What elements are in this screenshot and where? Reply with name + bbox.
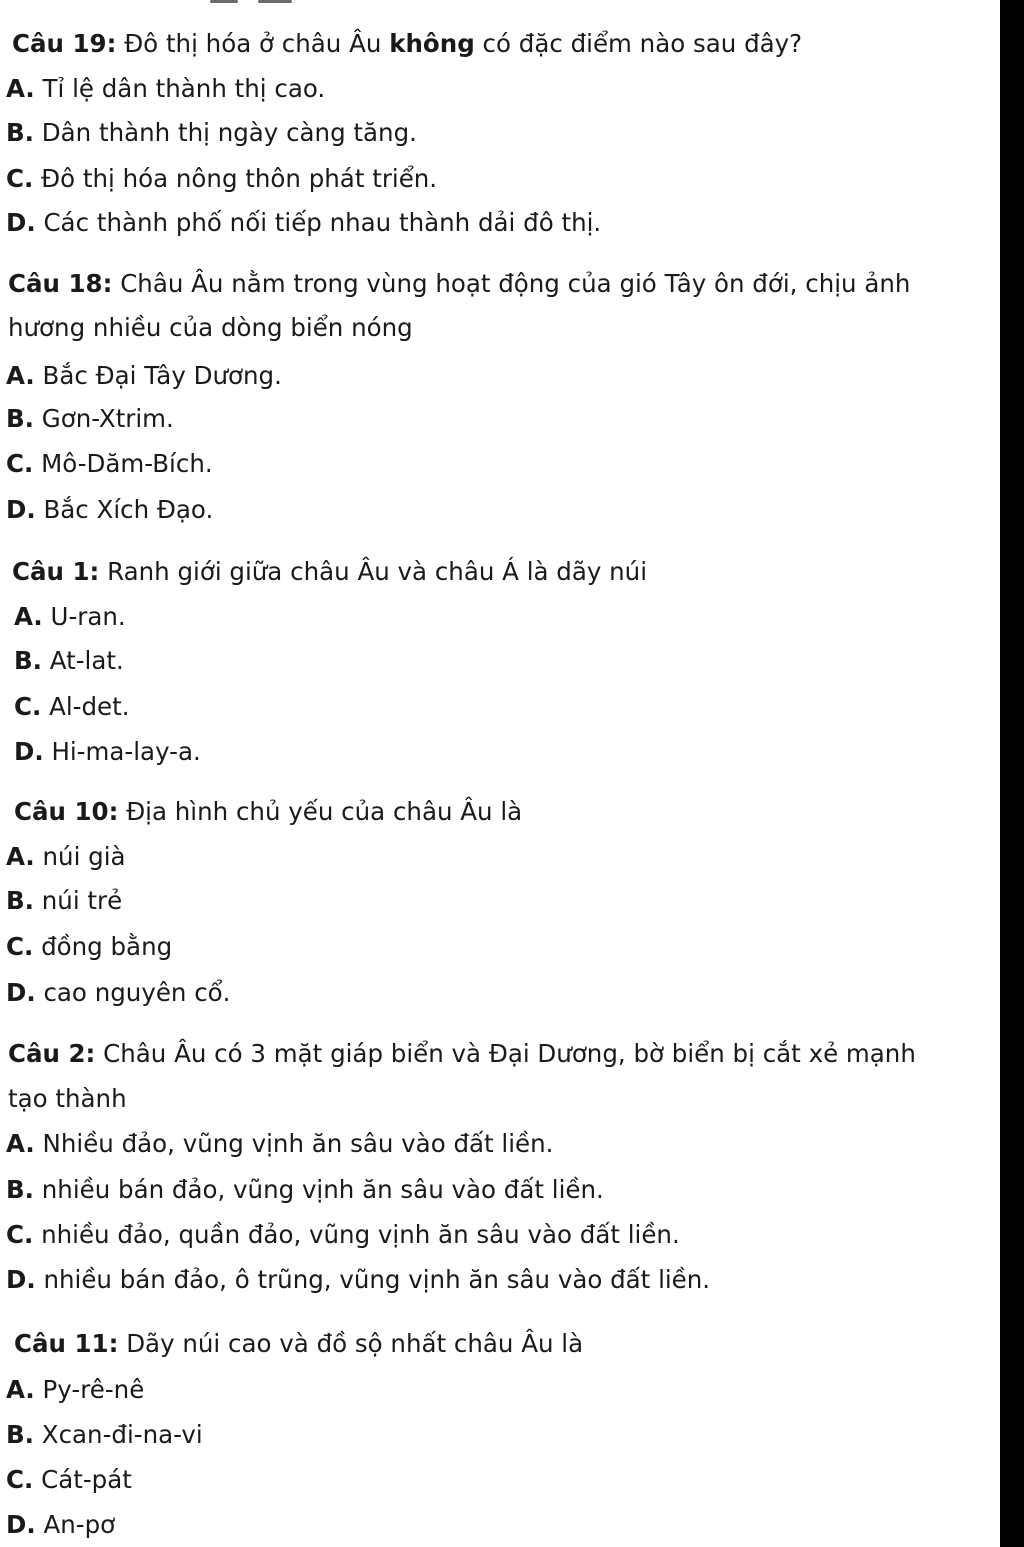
question-10-option-c: [6, 932, 172, 962]
option-letter: C.: [14, 692, 42, 721]
option-text: cao nguyên cổ.: [43, 978, 231, 1007]
option-text: Cát-pát: [41, 1465, 132, 1494]
option-text: nhiều đảo, quần đảo, vũng vịnh ăn sâu vào đất liền.: [41, 1220, 680, 1249]
question-text: có đặc điểm nào sau đây?: [474, 29, 803, 58]
question-1-option-b: [14, 646, 124, 676]
question-11-stem: [14, 1329, 583, 1359]
question-2-stem-line-2: [8, 1084, 127, 1114]
question-19-option-b: [6, 118, 417, 148]
question-2-stem-line-1: [8, 1039, 916, 1069]
option-text: nhiều bán đảo, vũng vịnh ăn sâu vào đất liền.: [41, 1175, 604, 1204]
question-18-option-b: [6, 404, 174, 434]
question-emphasis: không: [389, 29, 475, 58]
question-text: Dãy núi cao và đồ sộ nhất châu Âu là: [126, 1329, 584, 1358]
option-letter: C.: [6, 1465, 34, 1494]
question-18-stem-line-2: [8, 313, 413, 343]
option-letter: A.: [6, 361, 35, 390]
question-text: Đô thị hóa ở châu Âu: [124, 29, 390, 58]
question-19-stem: [12, 29, 802, 59]
option-text: núi trẻ: [41, 886, 123, 915]
option-letter: D.: [6, 208, 36, 237]
option-text: Mô-Dăm-Bích.: [41, 449, 213, 478]
option-text: Bắc Đại Tây Dương.: [42, 361, 282, 390]
question-10-option-b: [6, 886, 122, 916]
question-label: Câu 1:: [12, 557, 100, 586]
option-letter: A.: [6, 842, 35, 871]
option-letter: B.: [6, 404, 34, 433]
option-letter: A.: [6, 1375, 35, 1404]
question-2-option-d: [6, 1265, 710, 1295]
question-19-option-c: [6, 164, 437, 194]
option-letter: D.: [6, 1510, 36, 1539]
screen-edge-border: [1000, 0, 1024, 1547]
option-text: Các thành phố nối tiếp nhau thành dải đô thị.: [43, 208, 602, 237]
option-text: Nhiều đảo, vũng vịnh ăn sâu vào đất liền.: [42, 1129, 554, 1158]
question-1-stem: [12, 557, 647, 587]
question-10-option-a: [6, 842, 126, 872]
question-18-option-d: [6, 495, 213, 525]
option-letter: D.: [6, 1265, 36, 1294]
option-letter: A.: [14, 602, 43, 631]
option-letter: B.: [6, 118, 34, 147]
option-text: At-lat.: [49, 646, 124, 675]
question-1-option-d: [14, 737, 201, 767]
option-text: Al-det.: [49, 692, 130, 721]
question-11-option-d: [6, 1510, 115, 1540]
option-text: An-pơ: [43, 1510, 116, 1539]
option-letter: D.: [6, 978, 36, 1007]
question-1-option-a: [14, 602, 126, 632]
option-text: núi già: [42, 842, 126, 871]
option-letter: D.: [14, 737, 44, 766]
question-18-option-c: [6, 449, 213, 479]
option-letter: A.: [6, 1129, 35, 1158]
question-label: Câu 19:: [12, 29, 117, 58]
question-label: Câu 10:: [14, 797, 119, 826]
option-text: Hi-ma-lay-a.: [51, 737, 201, 766]
option-letter: B.: [6, 886, 34, 915]
question-label: Câu 2:: [8, 1039, 96, 1068]
question-19-option-a: [6, 74, 325, 104]
question-label: Câu 11:: [14, 1329, 119, 1358]
question-10-option-d: [6, 978, 230, 1008]
option-letter: C.: [6, 1220, 34, 1249]
question-10-stem: [14, 797, 522, 827]
option-letter: B.: [6, 1175, 34, 1204]
question-text: hương nhiều của dòng biển nóng: [8, 313, 413, 342]
option-text: Xcan-đi-na-vi: [41, 1420, 203, 1449]
option-text: Py-rê-nê: [42, 1375, 145, 1404]
option-letter: C.: [6, 164, 34, 193]
question-label: Câu 18:: [8, 269, 113, 298]
question-text: Châu Âu nằm trong vùng hoạt động của gió Tây ôn đới, chịu ảnh: [120, 269, 911, 298]
option-letter: B.: [14, 646, 42, 675]
option-letter: C.: [6, 449, 34, 478]
question-2-option-a: [6, 1129, 553, 1159]
question-11-option-c: [6, 1465, 132, 1495]
option-text: Bắc Xích Đạo.: [43, 495, 214, 524]
question-18-stem-line-1: [8, 269, 910, 299]
option-text: Đô thị hóa nông thôn phát triển.: [41, 164, 438, 193]
question-11-option-b: [6, 1420, 203, 1450]
option-text: đồng bằng: [41, 932, 173, 961]
question-19-option-d: [6, 208, 601, 238]
option-text: Gơn-Xtrim.: [41, 404, 174, 433]
option-letter: A.: [6, 74, 35, 103]
question-2-option-b: [6, 1175, 604, 1205]
option-letter: D.: [6, 495, 36, 524]
option-letter: B.: [6, 1420, 34, 1449]
question-1-option-c: [14, 692, 130, 722]
option-text: nhiều bán đảo, ô trũng, vũng vịnh ăn sâu vào đất liền.: [43, 1265, 711, 1294]
option-text: Dân thành thị ngày càng tăng.: [41, 118, 417, 147]
option-letter: C.: [6, 932, 34, 961]
question-text: tạo thành: [8, 1084, 127, 1113]
cropped-text-fragment: [210, 0, 238, 3]
question-text: Ranh giới giữa châu Âu và châu Á là dãy núi: [107, 557, 648, 586]
question-2-option-c: [6, 1220, 680, 1250]
question-text: Địa hình chủ yếu của châu Âu là: [126, 797, 523, 826]
cropped-text-fragment: [258, 0, 292, 3]
question-text: Châu Âu có 3 mặt giáp biển và Đại Dương, bờ biển bị cắt xẻ mạnh: [103, 1039, 916, 1068]
question-18-option-a: [6, 361, 282, 391]
option-text: Tỉ lệ dân thành thị cao.: [42, 74, 326, 103]
option-text: U-ran.: [50, 602, 126, 631]
question-11-option-a: [6, 1375, 144, 1405]
